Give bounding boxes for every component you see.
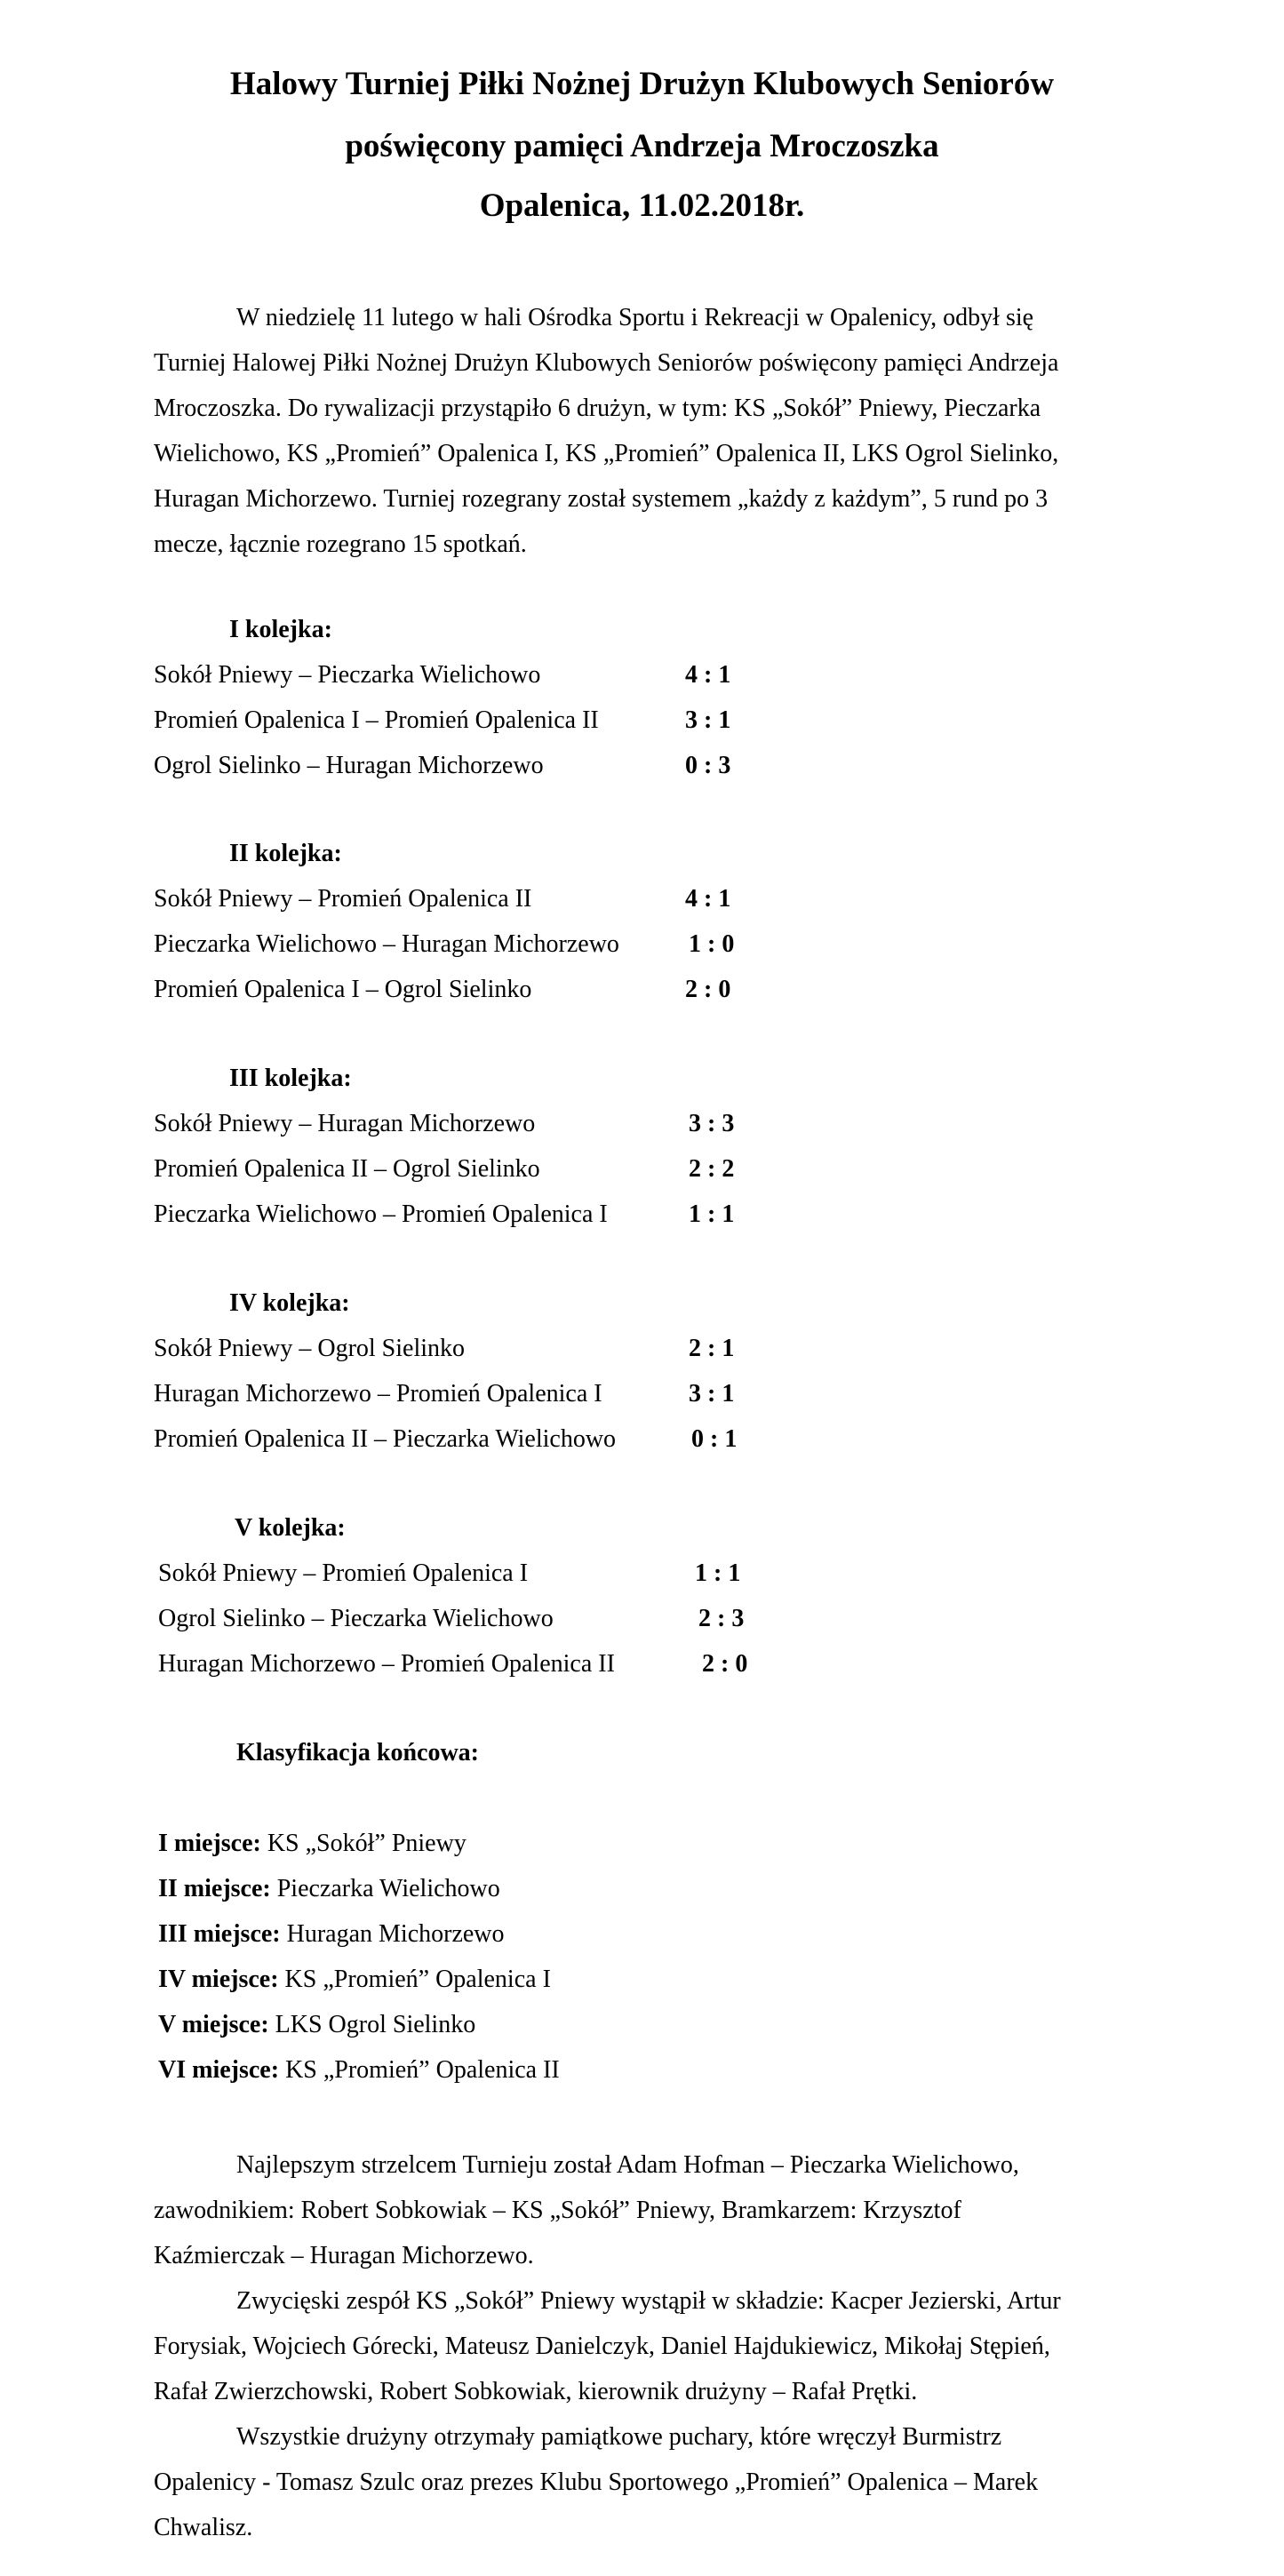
title-line-2: poświęcony pamięci Andrzeja Mroczoszka <box>345 128 939 164</box>
rank-team: KS „Sokół” Pniewy <box>267 1830 467 1857</box>
match-score: 1 : 0 <box>689 930 735 958</box>
match-teams: Promień Opalenica I – Promień Opalenica II <box>154 706 599 734</box>
match-teams: Sokół Pniewy – Pieczarka Wielichowo <box>154 661 541 689</box>
match-teams: Huragan Michorzewo – Promień Opalenica I <box>154 1380 602 1408</box>
intro-line: Wielichowo, KS „Promień” Opalenica I, KS „Promień” Opalenica II, LKS Ogrol Sielinko, <box>154 440 1059 467</box>
rank-label: IV miejsce: <box>158 1966 279 1993</box>
rank-row <box>158 1962 551 1998</box>
title-line-3: Opalenica, 11.02.2018r. <box>479 187 805 224</box>
rank-team: Pieczarka Wielichowo <box>276 1875 500 1902</box>
winners-line: Zwycięski zespół KS „Sokół” Pniewy wystąpił w składzie: Kacper Jezierski, Artur <box>236 2287 1061 2315</box>
match-score: 4 : 1 <box>685 661 731 689</box>
match-score: 4 : 1 <box>685 885 731 913</box>
rank-row <box>158 1826 467 1862</box>
awards-line: Kaźmierczak – Huragan Michorzewo. <box>154 2242 534 2269</box>
winners-line: Rafał Zwierzchowski, Robert Sobkowiak, kierownik drużyny – Rafał Prętki. <box>154 2378 918 2405</box>
rank-row <box>158 2007 475 2043</box>
round-title: I kolejka: <box>229 616 332 643</box>
closing-line: Wszystkie drużyny otrzymały pamiątkowe puchary, które wręczył Burmistrz <box>236 2423 1002 2451</box>
match-teams: Pieczarka Wielichowo – Promień Opalenica I <box>154 1200 608 1228</box>
match-teams: Sokół Pniewy – Huragan Michorzewo <box>154 1110 536 1137</box>
match-score: 0 : 1 <box>691 1425 738 1453</box>
match-score: 1 : 1 <box>689 1200 735 1228</box>
rank-team: KS „Promień” Opalenica I <box>284 1966 551 1993</box>
rank-label: I miejsce: <box>158 1830 261 1857</box>
match-teams: Promień Opalenica II – Ogrol Sielinko <box>154 1155 540 1183</box>
match-teams: Huragan Michorzewo – Promień Opalenica II <box>158 1650 615 1678</box>
match-teams: Promień Opalenica II – Pieczarka Wielichowo <box>154 1425 617 1453</box>
match-score: 3 : 1 <box>689 1380 735 1408</box>
match-score: 2 : 3 <box>698 1605 745 1632</box>
closing-line: Chwalisz. <box>154 2514 253 2541</box>
round-title: IV kolejka: <box>229 1289 350 1317</box>
rank-row <box>158 2053 560 2088</box>
rank-row <box>158 1917 505 1952</box>
intro-line: W niedzielę 11 lutego w hali Ośrodka Sportu i Rekreacji w Opalenicy, odbył się <box>236 304 1034 331</box>
match-teams: Sokół Pniewy – Ogrol Sielinko <box>154 1335 466 1362</box>
match-teams: Pieczarka Wielichowo – Huragan Michorzewo <box>154 930 619 958</box>
awards-line: Najlepszym strzelcem Turnieju został Adam Hofman – Pieczarka Wielichowo, <box>236 2151 1019 2179</box>
intro-line: Turniej Halowej Piłki Nożnej Drużyn Klubowych Seniorów poświęcony pamięci Andrzeja <box>154 349 1059 377</box>
intro-line: Huragan Michorzewo. Turniej rozegrany został systemem „każdy z każdym”, 5 rund po 3 <box>154 485 1049 513</box>
intro-line: Mroczoszka. Do rywalizacji przystąpiło 6 drużyn, w tym: KS „Sokół” Pniewy, Pieczarka <box>154 395 1041 422</box>
rank-team: KS „Promień” Opalenica II <box>285 2056 560 2084</box>
rank-team: Huragan Michorzewo <box>286 1920 505 1948</box>
rank-label: II miejsce: <box>158 1875 271 1902</box>
match-teams: Sokół Pniewy – Promień Opalenica I <box>158 1559 529 1587</box>
match-score: 1 : 1 <box>695 1559 741 1587</box>
rank-label: V miejsce: <box>158 2011 269 2038</box>
round-title: II kolejka: <box>229 840 342 867</box>
title-line-1: Halowy Turniej Piłki Nożnej Drużyn Klubowych Seniorów <box>229 66 1055 102</box>
closing-line: Opalenicy - Tomasz Szulc oraz prezes Klubu Sportowego „Promień” Opalenica – Marek <box>154 2468 1039 2496</box>
classification-title: Klasyfikacja końcowa: <box>236 1739 479 1767</box>
match-score: 2 : 0 <box>702 1650 748 1678</box>
rank-label: III miejsce: <box>158 1920 281 1948</box>
match-score: 3 : 1 <box>685 706 731 734</box>
round-title: V kolejka: <box>235 1514 346 1542</box>
rank-label: VI miejsce: <box>158 2056 280 2084</box>
awards-line: zawodnikiem: Robert Sobkowiak – KS „Sokół” Pniewy, Bramkarzem: Krzysztof <box>154 2197 961 2224</box>
match-score: 2 : 2 <box>689 1155 735 1183</box>
rank-team: LKS Ogrol Sielinko <box>275 2011 476 2038</box>
match-score: 0 : 3 <box>685 752 731 779</box>
match-teams: Promień Opalenica I – Ogrol Sielinko <box>154 976 532 1003</box>
winners-line: Forysiak, Wojciech Górecki, Mateusz Danielczyk, Daniel Hajdukiewicz, Mikołaj Stępień, <box>154 2333 1050 2360</box>
round-title: III kolejka: <box>229 1065 352 1092</box>
match-teams: Ogrol Sielinko – Huragan Michorzewo <box>154 752 544 779</box>
match-score: 3 : 3 <box>689 1110 735 1137</box>
intro-line: mecze, łącznie rozegrano 15 spotkań. <box>154 530 527 558</box>
match-teams: Ogrol Sielinko – Pieczarka Wielichowo <box>158 1605 554 1632</box>
match-teams: Sokół Pniewy – Promień Opalenica II <box>154 885 532 913</box>
match-score: 2 : 0 <box>685 976 731 1003</box>
match-score: 2 : 1 <box>689 1335 735 1362</box>
rank-row <box>158 1871 500 1907</box>
